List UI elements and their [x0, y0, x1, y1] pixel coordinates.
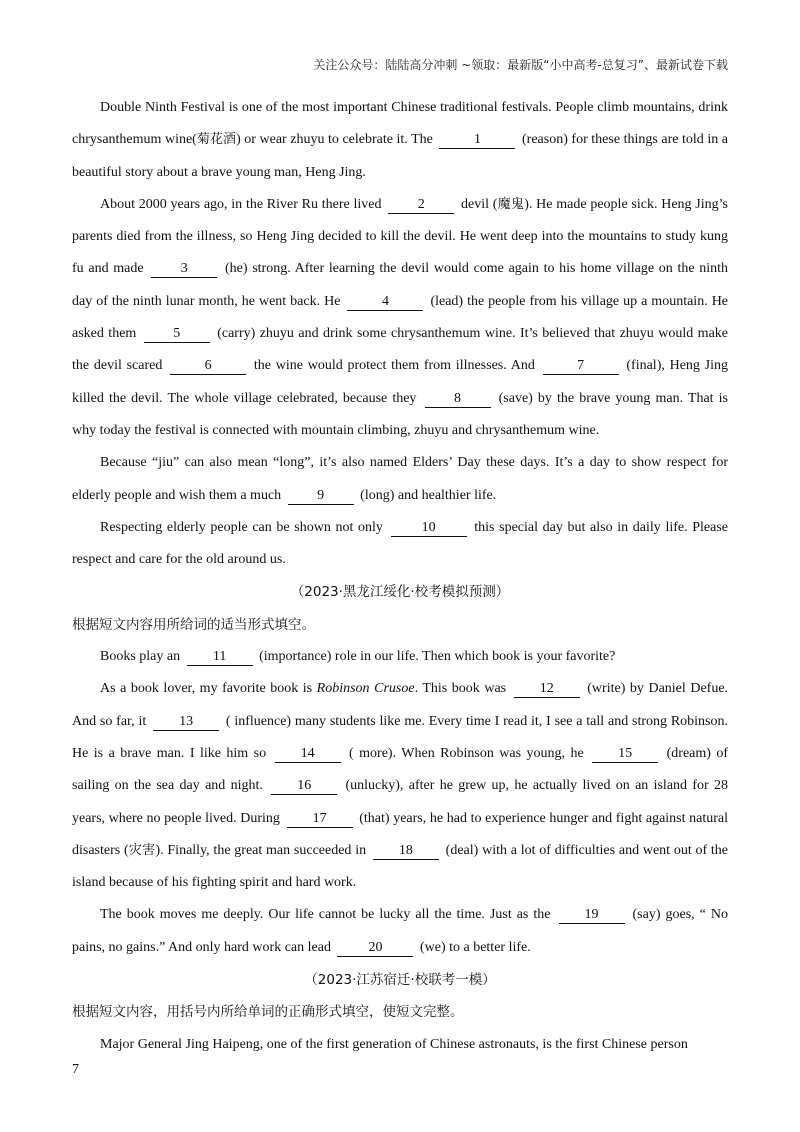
blank-17[interactable]: 17: [287, 810, 353, 828]
blank-7[interactable]: 7: [543, 357, 619, 375]
page-header: 关注公众号：陆陆高分冲刺 ~领取：最新版“小中高考-总复习”、最新试卷下载: [313, 58, 728, 72]
text: ). He made people sick. Heng Jing’s parents died from the illness, so Heng Jing decided to kill the devil. He went deep into the mountains to study kung fu and made: [72, 196, 728, 277]
section2-para1: [72, 641, 728, 673]
passage1-para4: [72, 512, 728, 577]
chinese-gloss: 灾害: [128, 842, 156, 858]
section2-source: （2023·黑龙江绥化·校考模拟预测）: [290, 584, 510, 601]
text: About 2000 years ago, in the River Ru there lived: [100, 196, 382, 212]
text: Because “jiu” can also mean “long”, it’s also named Elders’ Day these days. It’s a day to show respect for elderly people and wish them a much: [72, 455, 728, 503]
blank-12[interactable]: 12: [514, 680, 580, 698]
blank-20[interactable]: 20: [337, 939, 413, 957]
text: the wine would protect them from illnesses. And: [253, 358, 535, 374]
blank-3[interactable]: 3: [151, 260, 217, 278]
text: Books play an: [100, 649, 181, 665]
text: (save) by the brave young man. That is why today the festival is connected with mountain climbing, zhuyu and chrysanthemum wine.: [72, 390, 728, 438]
text: ). Finally, the great man succeeded in: [155, 842, 367, 858]
section3-instruction: 根据短文内容，用括号内所给单词的正确形式填空，使短文完整。: [72, 1004, 464, 1021]
text: ( more). When Robinson was young, he: [349, 745, 584, 761]
blank-1[interactable]: 1: [439, 131, 515, 149]
text: (we) to a better life.: [419, 939, 531, 955]
passage1-para1: [72, 92, 728, 189]
text: (write) by Daniel Defue. And so far, it: [72, 681, 729, 729]
text: . This book was: [414, 681, 507, 697]
text: (lead) the people from his village up a mountain. He asked them: [72, 293, 729, 342]
book-title: Robinson Crusoe: [316, 681, 415, 697]
text: (dream) of sailing on the sea day and night.: [72, 745, 729, 794]
blank-4[interactable]: 4: [347, 293, 423, 311]
section3-source: （2023·江苏宿迁·校联考一模）: [304, 972, 496, 989]
blank-11[interactable]: 11: [187, 648, 253, 666]
text: (say) goes, “ No pains, no gains.” And only hard work can lead: [72, 907, 728, 955]
blank-14[interactable]: 14: [275, 745, 341, 763]
text: As a book lover, my favorite book is: [100, 681, 313, 697]
blank-5[interactable]: 5: [144, 325, 210, 343]
text: this special day but also in daily life. Please respect and care for the old around us.: [72, 519, 729, 568]
text: Double Ninth Festival is one of the most important Chinese traditional festivals. People climb mountains, drink chrysanthemum wine(: [72, 100, 728, 148]
text: (reason) for these things are told in a beautiful story about a brave young man, Heng Jing.: [72, 132, 729, 180]
text: The book moves me deeply. Our life cannot be lucky all the time. Just as the: [100, 907, 551, 923]
blank-18[interactable]: 18: [373, 842, 439, 860]
text: (deal) with a lot of difficulties and went out of the island because of his fighting spirit and hard work.: [72, 842, 729, 891]
blank-13[interactable]: 13: [153, 713, 219, 731]
blank-6[interactable]: 6: [170, 357, 246, 375]
document-body: [72, 92, 728, 1061]
text: devil (: [461, 196, 498, 212]
blank-16[interactable]: 16: [271, 777, 337, 795]
blank-9[interactable]: 9: [288, 487, 354, 505]
passage1-para3: [72, 447, 728, 512]
passage1-para2: [72, 189, 728, 447]
blank-15[interactable]: 15: [592, 745, 658, 763]
section2-para3: [72, 899, 728, 964]
section2-instruction: 根据短文内容用所给词的适当形式填空。: [72, 616, 315, 633]
blank-8[interactable]: 8: [425, 390, 491, 408]
text: (that) years, he had to experience hunger and fight against natural disasters (: [72, 810, 729, 858]
text: (long) and healthier life.: [360, 487, 497, 503]
text: ( influence) many students like me. Every time I read it, I see a tall and strong Robinson. He is a brave man. I like him so: [72, 713, 728, 761]
chinese-gloss: 菊花酒: [196, 132, 237, 148]
section3-para1: Major General Jing Haipeng, one of the first generation of Chinese astronauts, is the first Chinese person: [100, 1036, 688, 1052]
text: Respecting elderly people can be shown not only: [100, 519, 383, 535]
text: (unlucky), after he grew up, he actually lived on an island for 28 years, where no people lived. During: [72, 778, 728, 826]
chinese-gloss: 魔鬼: [497, 196, 525, 212]
page-number: 7: [72, 1062, 79, 1077]
text: (final), Heng Jing killed the devil. The whole village celebrated, because they: [72, 358, 729, 406]
section2-para2: [72, 673, 728, 899]
text: (importance) role in our life. Then which book is your favorite?: [259, 649, 616, 665]
blank-19[interactable]: 19: [559, 906, 625, 924]
blank-10[interactable]: 10: [391, 519, 467, 537]
text: (he) strong. After learning the devil would come again to his home village on the ninth day of the ninth lunar month, he went back. He: [72, 261, 729, 309]
text: (carry) zhuyu and drink some chrysanthemum wine. It’s believed that zhuyu would make the devil scared: [72, 326, 729, 374]
blank-2[interactable]: 2: [388, 196, 454, 214]
text: ) or wear zhuyu to celebrate it. The: [236, 132, 433, 148]
